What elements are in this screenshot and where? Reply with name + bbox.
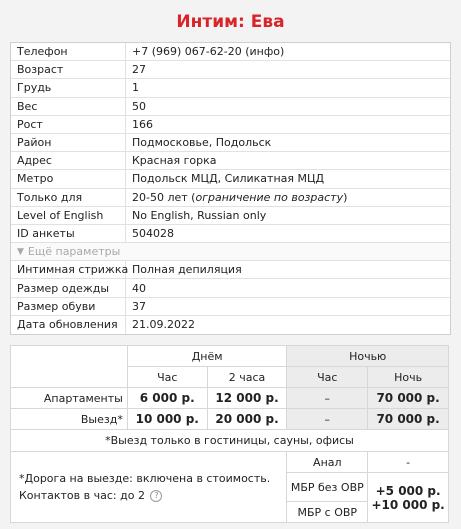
value: Полная депиляция xyxy=(132,263,242,277)
row-phone xyxy=(11,43,450,61)
row-intimate xyxy=(11,261,450,279)
anal-value: - xyxy=(368,452,449,473)
value: No English, Russian only xyxy=(132,208,267,222)
row-shoes xyxy=(11,298,450,316)
label: Только для xyxy=(11,189,126,206)
value: 504028 xyxy=(132,226,174,240)
value: 21.09.2022 xyxy=(132,318,195,332)
outcall-note: *Выезд только в гостиницы, сауны, офисы xyxy=(11,430,449,452)
question-icon[interactable]: ? xyxy=(150,490,162,502)
day-two-hours-header: 2 часа xyxy=(207,367,287,388)
row-address xyxy=(11,152,450,170)
label: Интимная стрижка xyxy=(11,261,126,278)
value: 1 xyxy=(132,81,139,95)
price-table xyxy=(10,345,449,523)
page-title: Интим: Ева xyxy=(176,12,285,32)
value: 166 xyxy=(132,117,153,131)
mbr-ovr-label: МБР с ОВР xyxy=(287,502,368,523)
row-weight xyxy=(11,98,450,116)
row-clothes xyxy=(11,279,450,297)
apartments-label: Апартаменты xyxy=(11,388,128,409)
label: Телефон xyxy=(11,43,126,60)
mbr-values xyxy=(368,473,449,523)
label: Грудь xyxy=(11,79,126,96)
row-age xyxy=(11,61,450,79)
row-only-for xyxy=(11,189,450,207)
label: Рост xyxy=(11,116,126,133)
triangle-down-icon: ▼ xyxy=(17,246,24,257)
apartments-hour-price: 6 000 р. xyxy=(127,388,207,409)
mbr-label: МБР без ОВР xyxy=(287,473,368,502)
value: 50 xyxy=(132,99,146,113)
label: Дата обновления xyxy=(11,316,126,334)
outcall-night-price: 70 000 р. xyxy=(368,409,449,430)
row-breast xyxy=(11,79,450,97)
contacts-note xyxy=(19,487,286,504)
extra-notes xyxy=(11,452,287,523)
apartments-two-hours-price: 12 000 р. xyxy=(207,388,287,409)
value: Подольск МЦД, Силикатная МЦД xyxy=(132,172,325,186)
outcall-night-hour-price: – xyxy=(287,409,368,430)
apartments-night-price: 70 000 р. xyxy=(368,388,449,409)
day-header: Днём xyxy=(127,346,287,367)
more-params-toggle[interactable] xyxy=(11,243,450,261)
mbr-ovr-value: +10 000 р. xyxy=(371,497,445,512)
value: 27 xyxy=(132,63,146,77)
apartments-night-hour-price: – xyxy=(287,388,368,409)
label: Метро xyxy=(11,170,126,187)
row-district xyxy=(11,134,450,152)
profile-table xyxy=(10,42,451,335)
mbr-value: +5 000 р. xyxy=(375,483,441,498)
label: Район xyxy=(11,134,126,151)
road-note: *Дорога на выезде: включена в стоимость. xyxy=(19,472,271,485)
value: 40 xyxy=(132,281,146,295)
phone-value[interactable]: +7 (969) 067-62-20 (инфо) xyxy=(132,45,285,59)
label: Возраст xyxy=(11,61,126,78)
row-id xyxy=(11,225,450,243)
age-note: ограничение по возрасту xyxy=(195,190,344,204)
row-english xyxy=(11,207,450,225)
label: Вес xyxy=(11,98,126,115)
more-params-label: Ещё параметры xyxy=(27,245,121,259)
night-full-header: Ночь xyxy=(368,367,449,388)
night-hour-header: Час xyxy=(287,367,368,388)
row-metro xyxy=(11,170,450,188)
value: 37 xyxy=(132,299,146,313)
night-header: Ночью xyxy=(287,346,449,367)
row-height xyxy=(11,116,450,134)
empty-cell xyxy=(11,346,128,388)
label: Размер одежды xyxy=(11,279,126,296)
value: 20-50 лет (ограничение по возрасту) xyxy=(132,190,348,204)
day-hour-header: Час xyxy=(127,367,207,388)
label: Размер обуви xyxy=(11,298,126,315)
outcall-label: Выезд* xyxy=(11,409,128,430)
outcall-two-hours-price: 20 000 р. xyxy=(207,409,287,430)
label: Адрес xyxy=(11,152,126,169)
contacts-note-text: Контактов в час: до 2 xyxy=(19,489,145,502)
outcall-hour-price: 10 000 р. xyxy=(127,409,207,430)
anal-label: Анал xyxy=(287,452,368,473)
value: Красная горка xyxy=(132,154,217,168)
age-range: 20-50 лет xyxy=(132,190,188,204)
value: Подмосковье, Подольск xyxy=(132,136,272,150)
label: ID анкеты xyxy=(11,225,126,242)
row-updated xyxy=(11,316,450,334)
label: Level of English xyxy=(11,207,126,224)
